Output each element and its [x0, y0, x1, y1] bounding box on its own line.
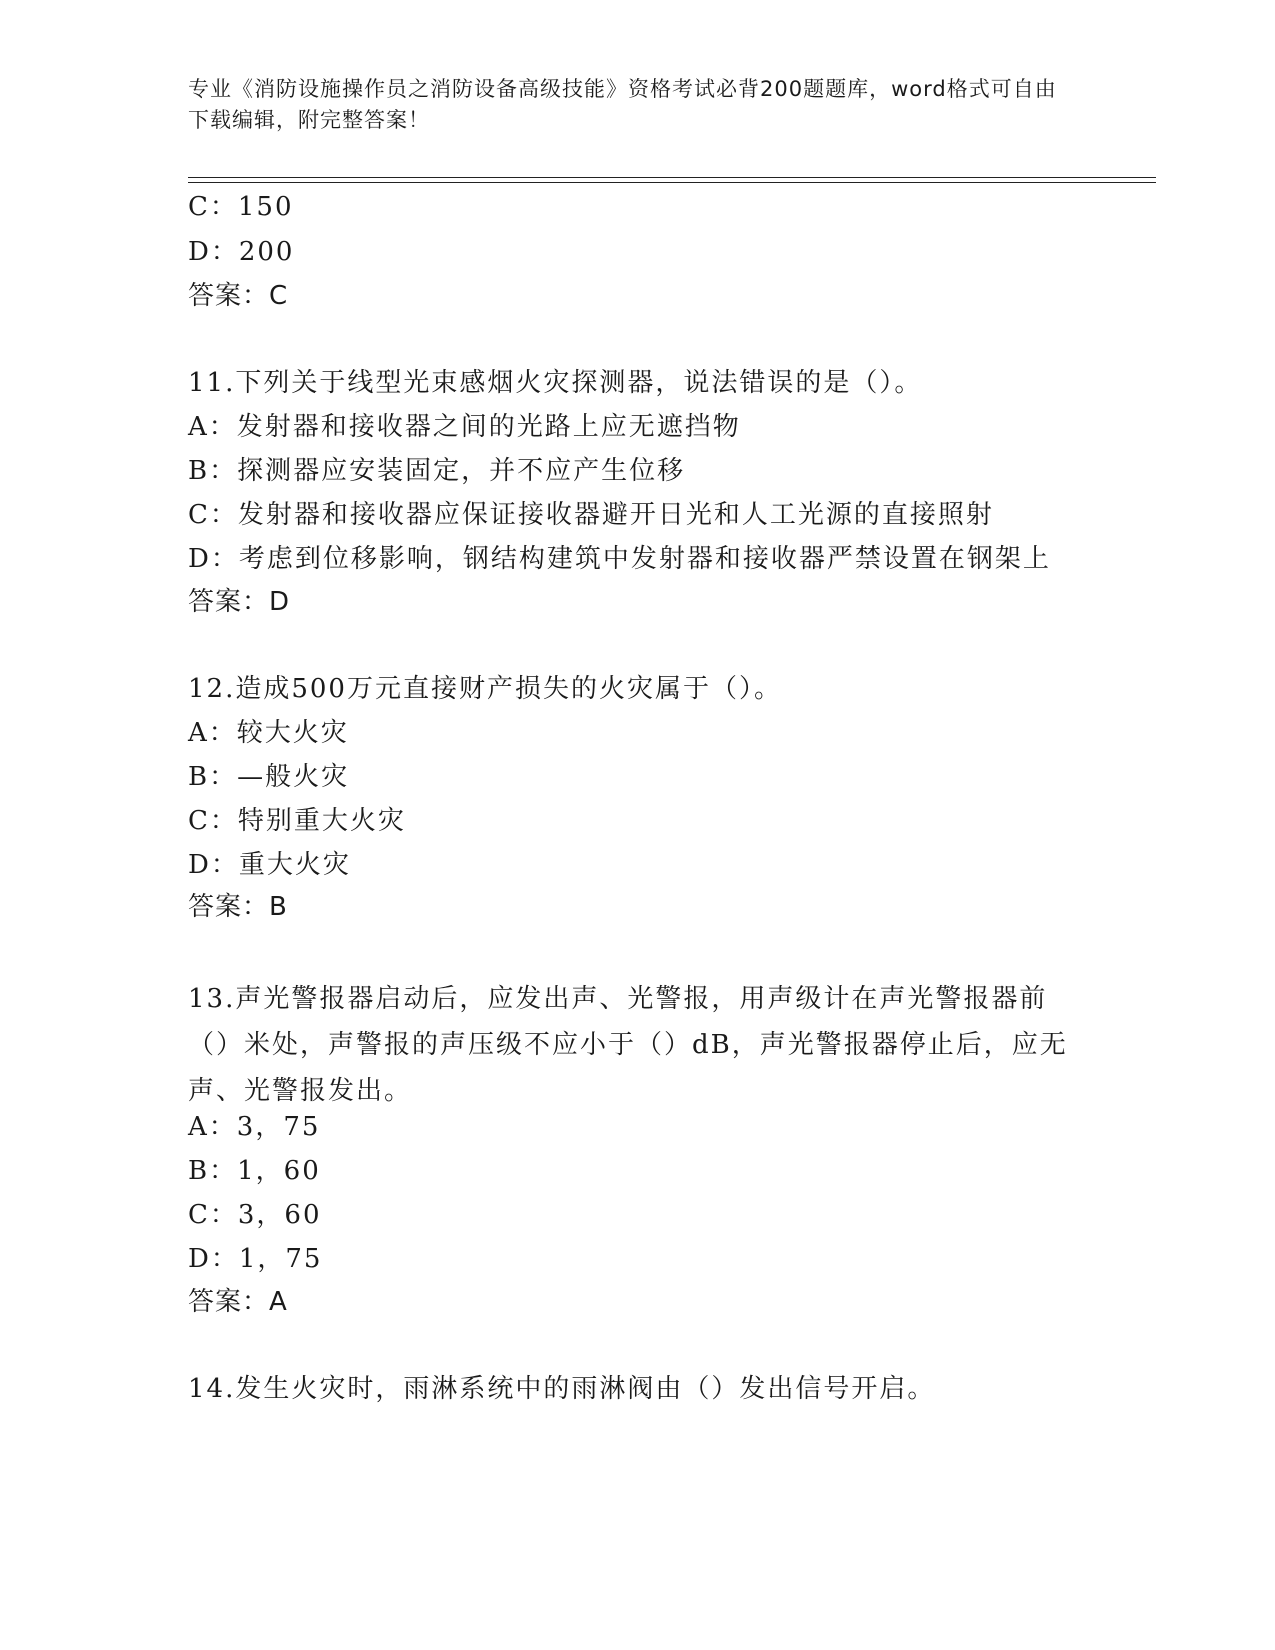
- q13-answer: 答案：A: [188, 1287, 288, 1317]
- q11-option-d: D：考虑到位移影响，钢结构建筑中发射器和接收器严禁设置在钢架上: [188, 544, 1051, 574]
- q13-option-b: B：1，60: [188, 1156, 321, 1186]
- q11-option-a: A：发射器和接收器之间的光路上应无遮挡物: [188, 412, 741, 442]
- q12-option-d: D：重大火灾: [188, 850, 351, 880]
- answer-line: 答案：C: [188, 281, 289, 311]
- q12-option-a: A：较大火灾: [188, 718, 349, 748]
- q13-option-d: D：1，75: [188, 1244, 323, 1274]
- header-divider-secondary: [188, 182, 1156, 183]
- document-header: 专业《消防设施操作员之消防设备高级技能》资格考试必背200题题库，word格式可自由下载编辑，附完整答案！: [188, 77, 1057, 132]
- q11-option-c: C：发射器和接收器应保证接收器避开日光和人工光源的直接照射: [188, 500, 994, 530]
- q12-option-b: B：—般火灾: [188, 762, 350, 792]
- question-14: 14.发生火灾时，雨淋系统中的雨淋阀由（）发出信号开启。: [188, 1374, 936, 1404]
- q11-answer: 答案：D: [188, 587, 291, 617]
- option-d: D：200: [188, 237, 295, 267]
- q13-option-c: C：3，60: [188, 1200, 322, 1230]
- q12-option-c: C：特别重大火灾: [188, 806, 406, 836]
- header-divider: [188, 177, 1156, 178]
- question-11: 11.下列关于线型光束感烟火灾探测器，说法错误的是（）。: [188, 368, 923, 398]
- q13-option-a: A：3，75: [188, 1112, 321, 1142]
- option-c: C：150: [188, 192, 294, 222]
- question-12: 12.造成500万元直接财产损失的火灾属于（）。: [188, 674, 782, 704]
- q11-option-b: B：探测器应安装固定，并不应产生位移: [188, 456, 686, 486]
- question-13: 13.声光警报器启动后，应发出声、光警报，用声级计在声光警报器前（）米处，声警报的声压级不应小于（）dB，声光警报器停止后，应无声、光警报发出。: [188, 984, 1068, 1106]
- q12-answer: 答案：B: [188, 892, 288, 922]
